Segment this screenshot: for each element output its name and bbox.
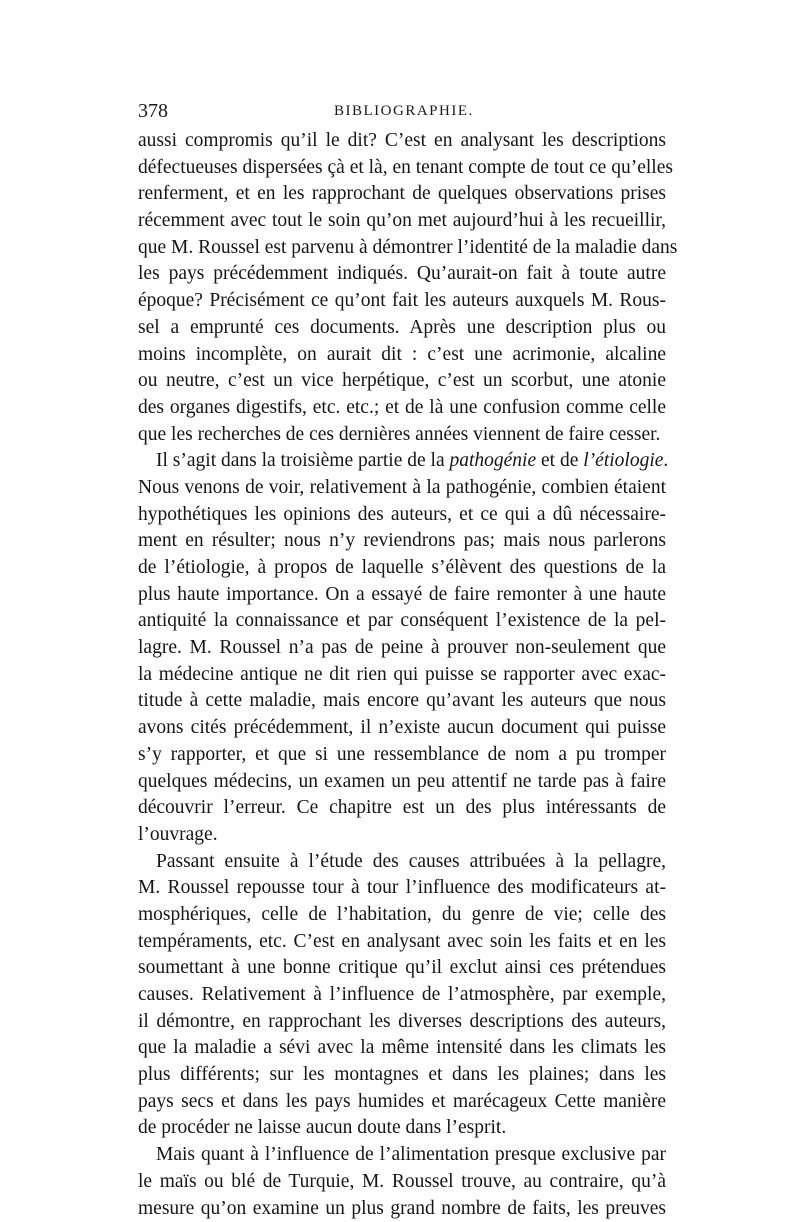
text-line: découvrir l’erreur. Ce chapitre est un des plus intéressants de — [138, 795, 666, 822]
text-line: causes. Relativement à l’influence de l’atmosphère, par exemple, — [138, 982, 666, 1009]
text-line: défectueuses dispersées çà et là, en tenant compte de tout ce qu’elles — [138, 155, 666, 182]
text-line: de l’étiologie, à propos de laquelle s’élèvent des questions de la — [138, 555, 666, 582]
text-line: plus différents; sur les montagnes et dans les plaines; dans les — [138, 1062, 666, 1089]
text-line: récemment avec tout le soin qu’on met aujourd’hui à les recueillir, — [138, 208, 666, 235]
text-line: renferment, et en les rapprochant de quelques observations prises — [138, 181, 666, 208]
text-line — [138, 448, 666, 475]
page-number: 378 — [138, 100, 168, 123]
running-head: BIBLIOGRAPHIE. — [334, 103, 474, 120]
text-line: l’ouvrage. — [138, 822, 666, 849]
text-line: époque? Précisément ce qu’ont fait les auteurs auxquels M. Rous- — [138, 288, 666, 315]
text-line: il démontre, en rapprochant les diverses descriptions des auteurs, — [138, 1009, 666, 1036]
text-line: Passant ensuite à l’étude des causes attribuées à la pellagre, — [138, 849, 666, 876]
text-line: des organes digestifs, etc. etc.; et de là une confusion comme celle — [138, 395, 666, 422]
text-line: mesure qu’on examine un plus grand nombre de faits, les preuves — [138, 1196, 666, 1222]
text-line: lagre. M. Roussel n’a pas de peine à prouver non-seulement que — [138, 635, 666, 662]
text-line: les pays précédemment indiqués. Qu’aurait-on fait à toute autre — [138, 261, 666, 288]
text-line: aussi compromis qu’il le dit? C’est en analysant les descriptions — [138, 128, 666, 155]
text-line: sel a emprunté ces documents. Après une description plus ou — [138, 315, 666, 342]
text-fragment: et de — [536, 450, 583, 471]
text-line: quelques médecins, un examen un peu attentif ne tarde pas à faire — [138, 769, 666, 796]
text-line: titude à cette maladie, mais encore qu’avant les auteurs que nous — [138, 688, 666, 715]
text-line: ou neutre, c’est un vice herpétique, c’est un scorbut, une atonie — [138, 368, 666, 395]
text-line: que M. Roussel est parvenu à démontrer l’identité de la maladie dans — [138, 235, 666, 262]
text-line: que les recherches de ces dernières années viennent de faire cesser. — [138, 422, 666, 449]
text-line: le maïs ou blé de Turquie, M. Roussel trouve, au contraire, qu’à — [138, 1169, 666, 1196]
page-header — [138, 100, 668, 126]
text-line: M. Roussel repousse tour à tour l’influence des modificateurs at- — [138, 875, 666, 902]
italic-term: l’étiologie — [583, 450, 663, 471]
text-line: s’y rapporter, et que si une ressemblance de nom a pu tromper — [138, 742, 666, 769]
text-fragment: Il s’agit dans la troisième partie de la — [156, 450, 449, 471]
text-fragment: . — [663, 450, 668, 471]
body-text — [138, 128, 666, 1222]
text-line: tempéraments, etc. C’est en analysant avec soin les faits et en les — [138, 929, 666, 956]
text-line: de procéder ne laisse aucun doute dans l’esprit. — [138, 1115, 666, 1142]
text-line: Mais quant à l’influence de l’alimentation presque exclusive par — [138, 1142, 666, 1169]
text-line: Nous venons de voir, relativement à la pathogénie, combien étaient — [138, 475, 666, 502]
text-line: soumettant à une bonne critique qu’il exclut ainsi ces prétendues — [138, 955, 666, 982]
text-line: mosphériques, celle de l’habitation, du genre de vie; celle des — [138, 902, 666, 929]
text-line: plus haute importance. On a essayé de faire remonter à une haute — [138, 582, 666, 609]
italic-term: pathogénie — [449, 450, 536, 471]
text-line: antiquité la connaissance et par conséquent l’existence de la pel- — [138, 608, 666, 635]
text-line: pays secs et dans les pays humides et marécageux Cette manière — [138, 1089, 666, 1116]
text-line: la médecine antique ne dit rien qui puisse se rapporter avec exac- — [138, 662, 666, 689]
text-line: que la maladie a sévi avec la même intensité dans les climats les — [138, 1035, 666, 1062]
text-line: moins incomplète, on aurait dit : c’est une acrimonie, alcaline — [138, 342, 666, 369]
text-line: ment en résulter; nous n’y reviendrons pas; mais nous parlerons — [138, 528, 666, 555]
text-line: hypothétiques les opinions des auteurs, et ce qui a dû nécessaire- — [138, 502, 666, 529]
text-line: avons cités précédemment, il n’existe aucun document qui puisse — [138, 715, 666, 742]
